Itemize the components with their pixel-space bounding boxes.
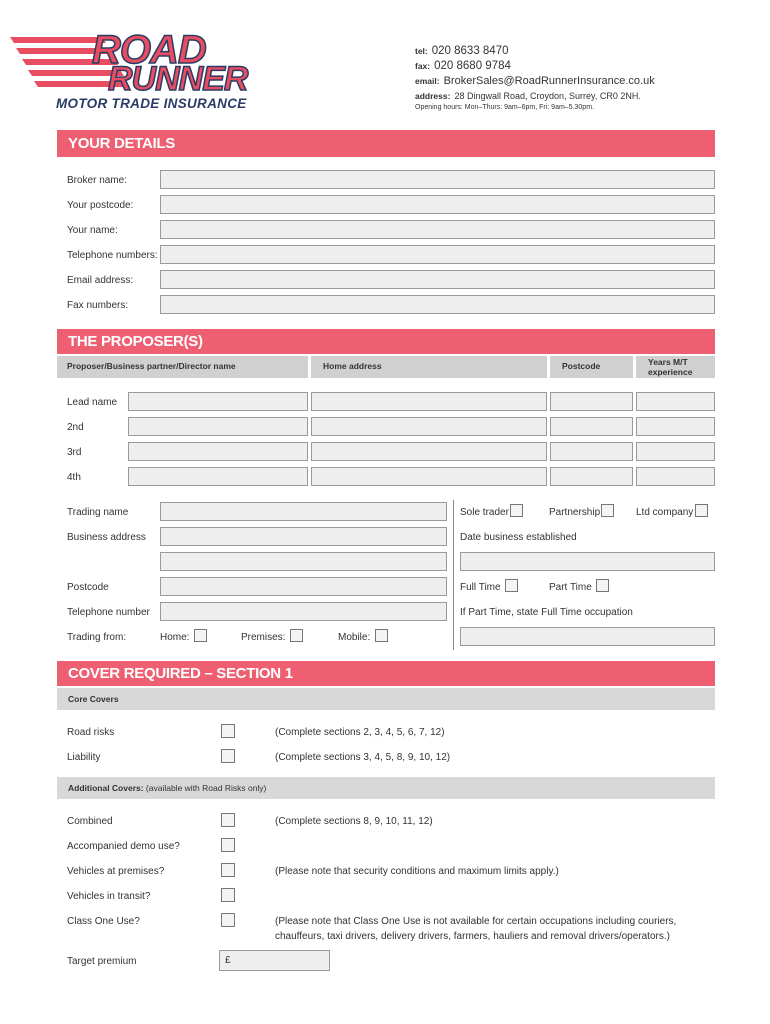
vehicles-transit-label: Vehicles in transit?: [67, 891, 151, 902]
section-title: YOUR DETAILS: [68, 135, 175, 152]
telephone-number-label: Telephone number: [67, 607, 150, 618]
premises-label: Premises:: [241, 632, 286, 643]
col-header-address: Home address: [311, 356, 547, 378]
partnership-label: Partnership: [549, 507, 601, 518]
your-name-label: Your name:: [67, 225, 118, 236]
proposer-address-input[interactable]: [311, 467, 547, 486]
logo-tagline: MOTOR TRADE INSURANCE: [56, 96, 247, 111]
liability-checkbox[interactable]: [221, 749, 235, 763]
part-time-checkbox[interactable]: [596, 579, 609, 592]
business-telephone-input[interactable]: [160, 602, 447, 621]
proposer-name-input[interactable]: [128, 417, 308, 436]
col-header-years: Years M/T experience: [636, 356, 715, 378]
section-your-details-header: [57, 130, 715, 157]
sole-trader-checkbox[interactable]: [510, 504, 523, 517]
proposer-postcode-input[interactable]: [550, 392, 633, 411]
proposer-years-input[interactable]: [636, 392, 715, 411]
trading-name-input[interactable]: [160, 502, 447, 521]
proposer-years-input[interactable]: [636, 417, 715, 436]
contact-fax: fax: 020 8680 9784: [415, 60, 511, 72]
home-label: Home:: [160, 632, 190, 643]
class-one-note-line1: (Please note that Class One Use is not available for certain occupations including couriers,: [275, 916, 677, 927]
proposer-address-input[interactable]: [311, 392, 547, 411]
proposer-name-input[interactable]: [128, 467, 308, 486]
liability-note: (Complete sections 3, 4, 5, 8, 9, 10, 12): [275, 752, 451, 763]
your-name-input[interactable]: [160, 220, 715, 239]
proposer-postcode-input[interactable]: [550, 417, 633, 436]
broker-name-label: Broker name:: [67, 175, 128, 186]
ltd-company-checkbox[interactable]: [695, 504, 708, 517]
your-postcode-label: Your postcode:: [67, 200, 134, 211]
ltd-company-label: Ltd company: [636, 507, 694, 518]
road-risks-checkbox[interactable]: [221, 724, 235, 738]
business-postcode-input[interactable]: [160, 577, 447, 596]
core-covers-bar: [57, 688, 715, 710]
additional-covers-bar: [57, 777, 715, 799]
full-time-label: Full Time: [460, 582, 501, 593]
your-postcode-input[interactable]: [160, 195, 715, 214]
date-established-input[interactable]: [460, 552, 715, 571]
target-premium-input[interactable]: [219, 950, 330, 971]
full-time-checkbox[interactable]: [505, 579, 518, 592]
fax-numbers-label: Fax numbers:: [67, 300, 129, 311]
target-premium-label: Target premium: [67, 956, 137, 967]
contact-hours: Opening hours: Mon–Thurs: 9am–6pm, Fri: 9am–5.30pm.: [415, 104, 594, 111]
section-cover-header: [57, 661, 715, 686]
business-address-input-1[interactable]: [160, 527, 447, 546]
vehicles-premises-checkbox[interactable]: [221, 863, 235, 877]
telephone-numbers-label: Telephone numbers:: [67, 250, 158, 261]
logo-runner: RUNNER: [108, 60, 248, 98]
proposer-name-input[interactable]: [128, 442, 308, 461]
proposer-row-label: Lead name: [67, 397, 118, 408]
combined-note: (Complete sections 8, 9, 10, 11, 12): [275, 816, 433, 827]
core-covers-label: Core Covers: [68, 694, 119, 704]
home-checkbox[interactable]: [194, 629, 207, 642]
vehicles-premises-note: (Please note that security conditions and maximum limits apply.): [275, 866, 559, 877]
proposer-address-input[interactable]: [311, 417, 547, 436]
proposer-row-label: 2nd: [67, 422, 84, 433]
demo-use-checkbox[interactable]: [221, 838, 235, 852]
combined-label: Combined: [67, 816, 113, 827]
vehicles-transit-checkbox[interactable]: [221, 888, 235, 902]
trading-name-label: Trading name: [67, 507, 129, 518]
proposer-years-input[interactable]: [636, 467, 715, 486]
business-address-label: Business address: [67, 532, 146, 543]
mobile-checkbox[interactable]: [375, 629, 388, 642]
business-address-input-2[interactable]: [160, 552, 447, 571]
section-title: COVER REQUIRED – SECTION 1: [68, 665, 293, 682]
part-time-note: If Part Time, state Full Time occupation: [460, 607, 633, 618]
fax-numbers-input[interactable]: [160, 295, 715, 314]
class-one-note-line2: chauffeurs, taxi drivers, delivery drivers, farmers, hauliers and removal drivers/operators.): [275, 931, 670, 942]
proposer-row-label: 4th: [67, 472, 81, 483]
section-title: THE PROPOSER(S): [68, 333, 203, 350]
currency-symbol: £: [225, 955, 231, 966]
combined-checkbox[interactable]: [221, 813, 235, 827]
col-header-postcode: Postcode: [550, 356, 633, 378]
proposer-years-input[interactable]: [636, 442, 715, 461]
contact-address: address: 28 Dingwall Road, Croydon, Surrey, CR0 2NH.: [415, 91, 641, 101]
logo-road: ROAD: [92, 28, 206, 72]
road-risks-label: Road risks: [67, 727, 115, 738]
sole-trader-label: Sole trader: [460, 507, 509, 518]
full-time-occupation-input[interactable]: [460, 627, 715, 646]
additional-covers-label: Additional Covers: (available with Road Risks only): [68, 783, 267, 793]
contact-email: email: BrokerSales@RoadRunnerInsurance.co.uk: [415, 75, 655, 87]
proposer-address-input[interactable]: [311, 442, 547, 461]
premises-checkbox[interactable]: [290, 629, 303, 642]
col-header-name: Proposer/Business partner/Director name: [57, 356, 308, 378]
section-proposers-header: [57, 329, 715, 354]
date-established-label: Date business established: [460, 532, 577, 543]
broker-name-input[interactable]: [160, 170, 715, 189]
part-time-label: Part Time: [549, 582, 592, 593]
trading-from-label: Trading from:: [67, 632, 127, 643]
telephone-numbers-input[interactable]: [160, 245, 715, 264]
logo: [10, 28, 275, 114]
class-one-label: Class One Use?: [67, 916, 140, 927]
email-address-label: Email address:: [67, 275, 134, 286]
vehicles-premises-label: Vehicles at premises?: [67, 866, 165, 877]
contact-tel: tel: 020 8633 8470: [415, 45, 509, 57]
proposer-postcode-input[interactable]: [550, 467, 633, 486]
postcode-label: Postcode: [67, 582, 109, 593]
email-address-input[interactable]: [160, 270, 715, 289]
demo-use-label: Accompanied demo use?: [67, 841, 180, 852]
partnership-checkbox[interactable]: [601, 504, 614, 517]
proposer-row-label: 3rd: [67, 447, 82, 458]
proposer-name-input[interactable]: [128, 392, 308, 411]
vertical-divider: [453, 500, 454, 650]
class-one-checkbox[interactable]: [221, 913, 235, 927]
proposer-postcode-input[interactable]: [550, 442, 633, 461]
mobile-label: Mobile:: [338, 632, 371, 643]
road-risks-note: (Complete sections 2, 3, 4, 5, 6, 7, 12): [275, 727, 445, 738]
liability-label: Liability: [67, 752, 101, 763]
